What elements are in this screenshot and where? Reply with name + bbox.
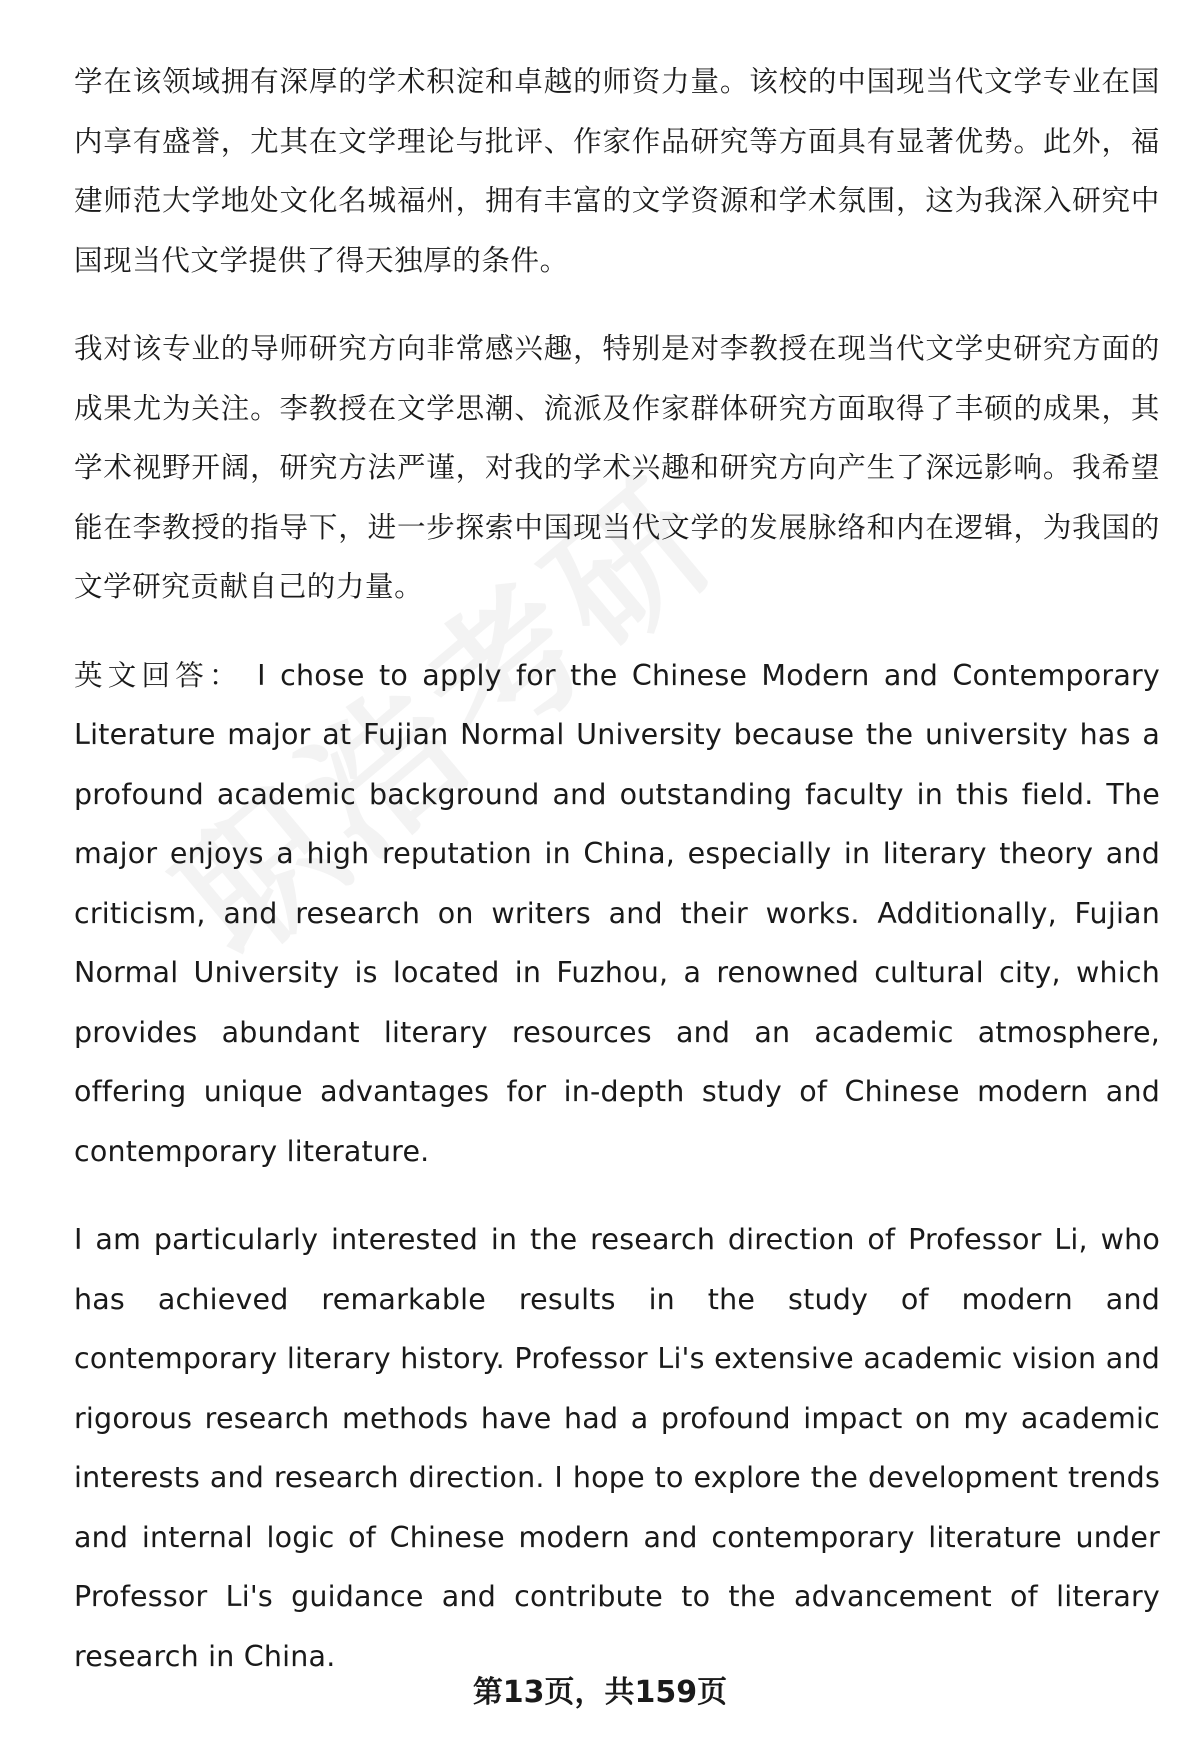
document-body [74, 52, 1160, 1686]
english-answer-label: 英文回答： [74, 658, 243, 692]
paragraph-chinese-2: 我对该专业的导师研究方向非常感兴趣，特别是对李教授在现当代文学史研究方面的成果尤为关注。李教授在文学思潮、流派及作家群体研究方面取得了丰硕的成果，其学术视野开阔，研究方法严谨，对我的学术兴趣和研究方向产生了深远影响。我希望能在李教授的指导下，进一步探索中国现当代文学的发展脉络和内在逻辑，为我国的文学研究贡献自己的力量。 [74, 332, 1160, 603]
paragraph-english-2: I am particularly interested in the research direction of Professor Li, who has achieved remarkable results in the study of modern and contemporary literary history. Professor Li's extensive academic vision and rigorous research methods have had a profound impact on my academic interests and research direction. I hope to explore the development trends and internal logic of Chinese modern and contemporary literature under Professor Li's guidance and contribute to the advancement of literary research in China. [74, 1223, 1160, 1673]
paragraph-chinese-1: 学在该领域拥有深厚的学术积淀和卓越的师资力量。该校的中国现当代文学专业在国内享有盛誉，尤其在文学理论与批评、作家作品研究等方面具有显著优势。此外，福建师范大学地处文化名城福州，拥有丰富的文学资源和学术氛围，这为我深入研究中国现当代文学提供了得天独厚的条件。 [74, 65, 1160, 277]
page-number: 第13页，共159页 [472, 1675, 728, 1710]
english-answer-text: I chose to apply for the Chinese Modern and Contemporary Literature major at Fujian Normal University because the university has a profound academic background and outstanding faculty in this field. The major enjoys a high reputation in China, especially in literary theory and criticism, and research on writers and their works. Additionally, Fujian Normal University is located in Fuzhou, a renowned cultural city, which provides abundant literary resources and an academic atmosphere, offering unique advantages for in-depth study of Chinese modern and contemporary literature. [74, 658, 1160, 1168]
paragraph-english-answer [74, 646, 1160, 1182]
